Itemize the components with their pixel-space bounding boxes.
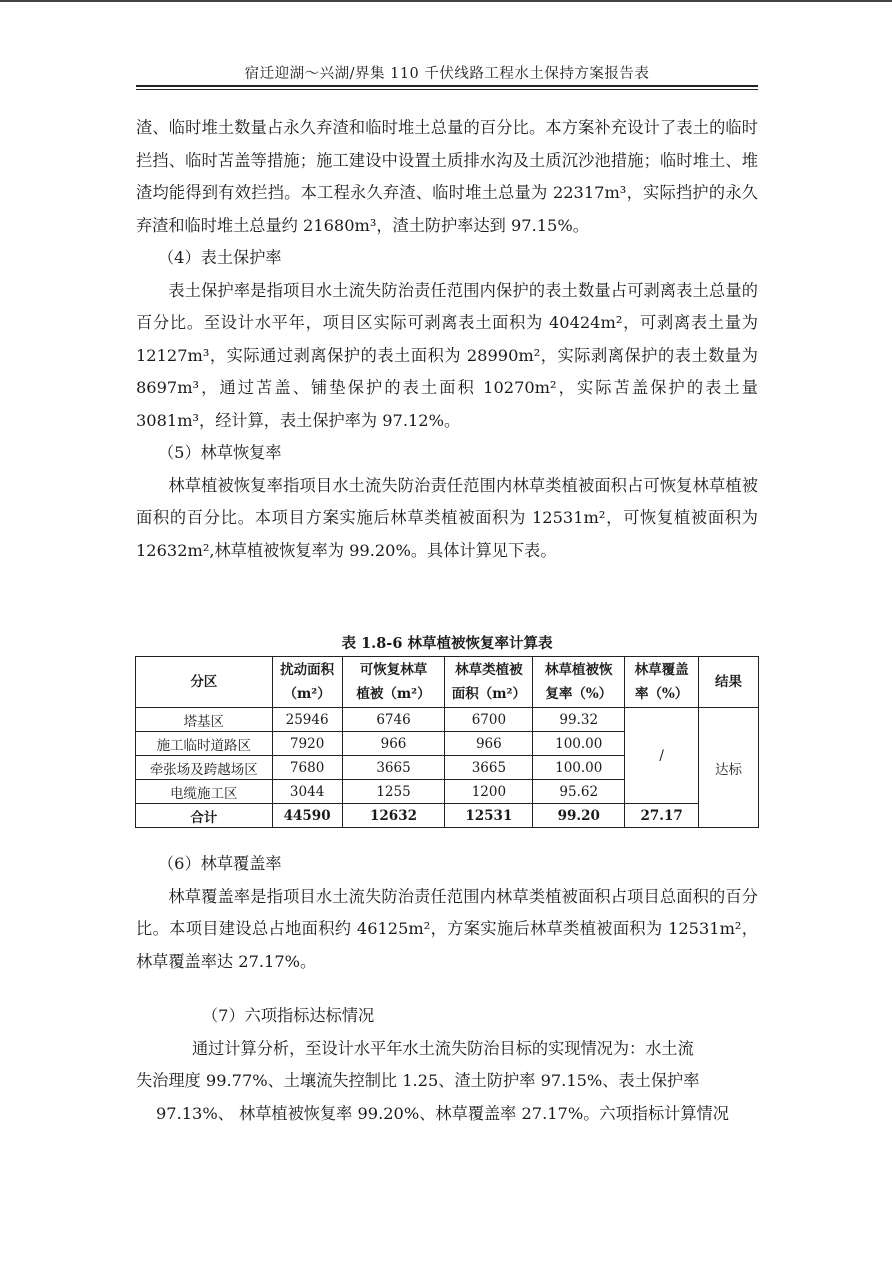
cell-disturbed: 25946 — [272, 708, 342, 732]
cell-vegetation: 3665 — [445, 756, 533, 780]
section7-heading: （7）六项指标达标情况 — [202, 1006, 375, 1025]
cell-zone: 塔基区 — [136, 708, 273, 732]
cell-vegetation: 1200 — [445, 780, 533, 804]
cell-recovery: 99.32 — [533, 708, 625, 732]
header-coverage-rate: 林草覆盖 率（%） — [625, 657, 699, 708]
section6-heading: （6）林草覆盖率 — [158, 854, 282, 873]
cell-total-recovery: 99.20 — [533, 804, 625, 828]
cell-vegetation: 6700 — [445, 708, 533, 732]
section6-paragraph: 林草覆盖率是指项目水土流失防治责任范围内林草类植被面积占项目总面积的百分比。本项目建设总占地面积约 46125m²，方案实施后林草类植被面积为 12531m²，林草覆盖率达 27.17%。 — [136, 886, 758, 971]
cell-total-recoverable: 12632 — [342, 804, 445, 828]
section4-paragraph: 表土保护率是指项目水土流失防治责任范围内保护的表土数量占可剥离表土总量的百分比。至设计水平年，项目区实际可剥离表土面积为 40424m²，可剥离表土量为 12127m³，实际通过剥离保护的表土面积为 28990m²，实际剥离保护的表土数量为 8697m³，通过苫盖、铺垫保护的表土面积 10270m²，实际苫盖保护的表土量 3081m³，经计算，表土保护率为 97.12%。 — [136, 280, 758, 430]
header-rule-thick — [136, 85, 758, 87]
section6-block — [136, 848, 758, 978]
header-result: 结果 — [699, 657, 759, 708]
cell-disturbed: 7680 — [272, 756, 342, 780]
cell-recovery: 100.00 — [533, 756, 625, 780]
cell-recovery: 95.62 — [533, 780, 625, 804]
cell-total-vegetation: 12531 — [445, 804, 533, 828]
cell-recoverable: 3665 — [342, 756, 445, 780]
cell-zone: 牵张场及跨越场区 — [136, 756, 273, 780]
cell-vegetation: 966 — [445, 732, 533, 756]
section7-line-1: 通过计算分析，至设计水平年水土流失防治目标的实现情况为：水土流 — [192, 1038, 694, 1058]
document-header-title: 宿迁迎湖～兴湖/界集 110 千伏线路工程水土保持方案报告表 — [244, 66, 650, 82]
section7-block — [136, 1000, 758, 1130]
header-disturbed-area: 扰动面积 （m²） — [272, 657, 342, 708]
intro-paragraph: 渣、临时堆土数量占永久弃渣和临时堆土总量的百分比。本方案补充设计了表土的临时拦挡、临时苫盖等措施；施工建设中设置土质排水沟及土质沉沙池措施；临时堆土、堆渣均能得到有效拦挡。本工程永久弃渣、临时堆土总量为 22317m³，实际挡护的永久弃渣和临时堆土总量约 21680m³，渣土防护率达到 97.15%。 — [136, 118, 758, 235]
cell-disturbed: 7920 — [272, 732, 342, 756]
cell-recovery: 100.00 — [533, 732, 625, 756]
main-text-block — [136, 112, 758, 567]
header-zone: 分区 — [136, 657, 273, 708]
header-rule-thin — [136, 89, 758, 90]
cell-total-coverage: 27.17 — [625, 804, 699, 828]
cell-zone: 施工临时道路区 — [136, 732, 273, 756]
section4-heading: （4）表土保护率 — [158, 248, 282, 267]
table-header-row — [136, 657, 759, 708]
section7-line-2: 失治理度 99.77%、土壤流失控制比 1.25、渣土防护率 97.15%、表土保护率 — [136, 1071, 700, 1090]
table-total-row — [136, 804, 759, 828]
cell-total-label: 合计 — [136, 804, 273, 828]
cell-total-disturbed: 44590 — [272, 804, 342, 828]
header-vegetation-area: 林草类植被 面积（m²） — [445, 657, 533, 708]
cell-zone: 电缆施工区 — [136, 780, 273, 804]
section5-paragraph: 林草植被恢复率指项目水土流失防治责任范围内林草类植被面积占可恢复林草植被面积的百分比。本项目方案实施后林草类植被面积为 12531m²，可恢复植被面积为 12632m²,林草植被恢复率为 99.20%。具体计算见下表。 — [136, 475, 758, 560]
header-recoverable-area: 可恢复林草 植被（m²） — [342, 657, 445, 708]
header-recovery-rate: 林草植被恢 复率（%） — [533, 657, 625, 708]
page-top-border — [0, 0, 892, 2]
cell-disturbed: 3044 — [272, 780, 342, 804]
section5-heading: （5）林草恢复率 — [158, 443, 282, 462]
cell-recoverable: 6746 — [342, 708, 445, 732]
cell-recoverable: 966 — [342, 732, 445, 756]
section7-line-3: 97.13%、 林草植被恢复率 99.20%、林草覆盖率 27.17%。六项指标计算情况 — [156, 1103, 729, 1123]
cell-coverage-merged: / — [625, 708, 699, 804]
cell-recoverable: 1255 — [342, 780, 445, 804]
vegetation-recovery-table — [135, 656, 759, 828]
cell-result-merged: 达标 — [699, 708, 759, 828]
table-caption: 表 1.8-6 林草植被恢复率计算表 — [341, 635, 553, 652]
table-row — [136, 708, 759, 732]
